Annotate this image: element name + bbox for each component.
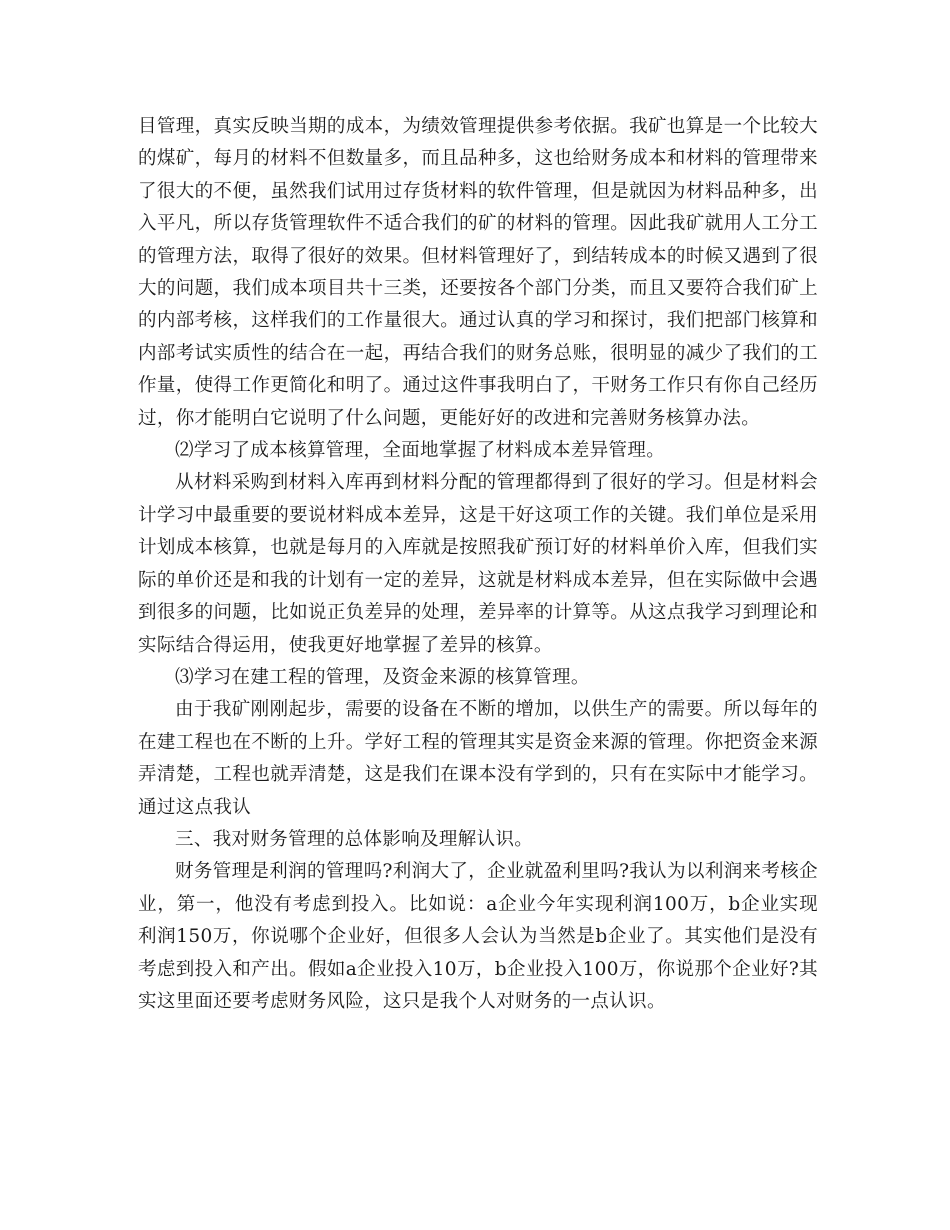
paragraph-financial-understanding: 财务管理是利润的管理吗?利润大了，企业就盈利里吗?我认为以利润来考核企业，第一，他没有考虑到投入。比如说：a企业今年实现利润100万，b企业实现利润150万，你说哪个企业好，但很多人会认为当然是b企业了。其实他们是没有考虑到投入和产出。假如a企业投入10万，b企业投入100万，你说那个企业好?其实这里面还要考虑财务风险，这只是我个人对财务的一点认识。 <box>138 861 818 1012</box>
paragraph-continuation: 目管理，真实反映当期的成本，为绩效管理提供参考依据。我矿也算是一个比较大的煤矿，每月的材料不但数量多，而且品种多，这也给财务成本和材料的管理带来了很大的不便，虽然我们试用过存货材料的软件管理，但是就因为材料品种多，出入平凡，所以存货管理软件不适合我们的矿的材料的管理。因此我矿就用人工分工的管理方法，取得了很好的效果。但材料管理好了，到结转成本的时候又遇到了很大的问题，我们成本项目共十三类，还要按各个部门分类，而且又要符合我们矿上的内部考核，这样我们的工作量很大。通过认真的学习和探讨，我们把部门核算和内部考试实质性的结合在一起，再结合我们的财务总账，很明显的减少了我们的工作量，使得工作更简化和明了。通过这件事我明白了，干财务工作只有你自己经历过，你才能明白它说明了什么问题，更能好好的改进和完善财务核算办法。 <box>138 116 818 429</box>
section-heading-3: ⑶学习在建工程的管理，及资金来源的核算管理。 <box>175 666 590 688</box>
section-heading-part-3: 三、我对财务管理的总体影响及理解认识。 <box>175 828 534 850</box>
document-body <box>138 111 818 1018</box>
paragraph-construction: 由于我矿刚刚起步，需要的设备在不断的增加，以供生产的需要。所以每年的在建工程也在不断的上升。学好工程的管理其实是资金来源的管理。你把资金来源弄清楚，工程也就弄清楚，这是我们在课本没有学到的，只有在实际中才能学习。通过这点我认 <box>138 699 818 818</box>
section-heading-2: ⑵学习了成本核算管理，全面地掌握了材料成本差异管理。 <box>175 440 666 462</box>
paragraph-material-cost: 从材料采购到材料入库再到材料分配的管理都得到了很好的学习。但是材料会计学习中最重要的要说材料成本差异，这是干好这项工作的关键。我们单位是采用计划成本核算，也就是每月的入库就是按照我矿预订好的材料单价入库，但我们实际的单价还是和我的计划有一定的差异，这就是材料成本差异，但在实际做中会遇到很多的问题，比如说正负差异的处理，差异率的计算等。从这点我学习到理论和实际结合得运用，使我更好地掌握了差异的核算。 <box>138 472 818 656</box>
